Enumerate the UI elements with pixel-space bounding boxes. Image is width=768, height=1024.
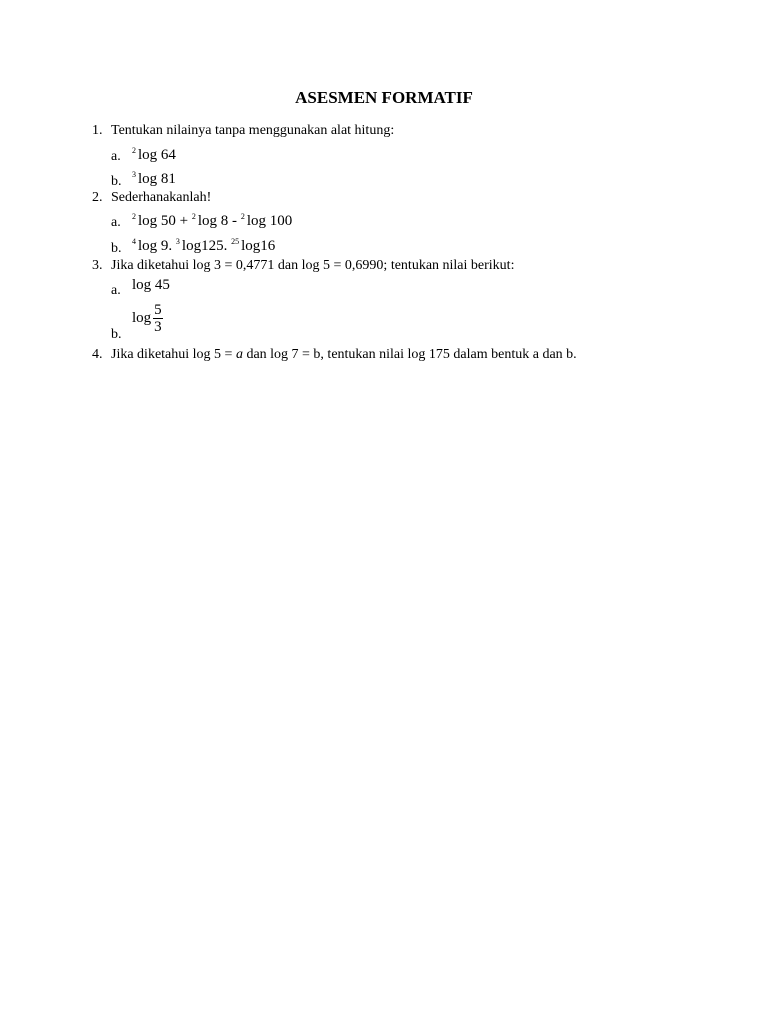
log-term: log 100 [246, 213, 293, 229]
log-term: log125. [181, 238, 232, 254]
question-2b-expression [132, 233, 275, 255]
question-4-number: 4. [92, 347, 103, 362]
fraction-denominator: 3 [154, 319, 162, 335]
question-1-text: Tentukan nilainya tanpa menggunakan alat hitung: [111, 123, 395, 138]
log-base: 2 [132, 212, 136, 221]
variable-a: a [235, 347, 243, 362]
question-4-text [111, 347, 577, 363]
log-term: log [132, 309, 152, 326]
log-base: 2 [132, 146, 136, 155]
question-3-number: 3. [92, 258, 103, 273]
log-term: log 9. [138, 238, 176, 254]
question-3b-label: b. [111, 327, 122, 342]
question-2a-expression [132, 208, 292, 230]
fraction [153, 302, 163, 335]
question-1-number: 1. [92, 123, 103, 138]
question-3a-label: a. [111, 283, 121, 298]
question-1a-expression [132, 142, 176, 164]
log-term: log 81 [138, 171, 176, 187]
log-term: log 8 - [197, 213, 241, 229]
question-1a-label: a. [111, 149, 121, 164]
question-3-text: Jika diketahui log 3 = 0,4771 dan log 5 = 0,6990; tentukan nilai berikut: [111, 258, 515, 273]
question-4-text-end: dan log 7 = b, tentukan nilai log 175 dalam bentuk a dan b. [242, 347, 577, 362]
question-4-text-start: Jika diketahui log 5 = [111, 347, 236, 362]
log-term: log16 [241, 238, 276, 254]
log-base: 25 [231, 237, 240, 246]
question-2b-label: b. [111, 241, 122, 256]
question-1b-label: b. [111, 174, 122, 189]
log-term: log 50 + [138, 213, 192, 229]
question-2a-label: a. [111, 215, 121, 230]
question-3b-expression [132, 302, 163, 335]
question-2-text: Sederhanakanlah! [111, 190, 212, 205]
page-title: ASESMEN FORMATIF [295, 88, 473, 107]
question-1b-expression [132, 166, 176, 188]
log-base: 2 [240, 212, 245, 221]
fraction-numerator: 5 [154, 302, 162, 318]
log-base: 3 [175, 237, 180, 246]
log-base: 2 [191, 212, 196, 221]
log-base: 4 [132, 237, 136, 246]
question-2-number: 2. [92, 190, 103, 205]
log-term: log 64 [138, 147, 176, 163]
question-3a-expression: log 45 [132, 277, 170, 293]
log-base: 3 [132, 170, 136, 179]
